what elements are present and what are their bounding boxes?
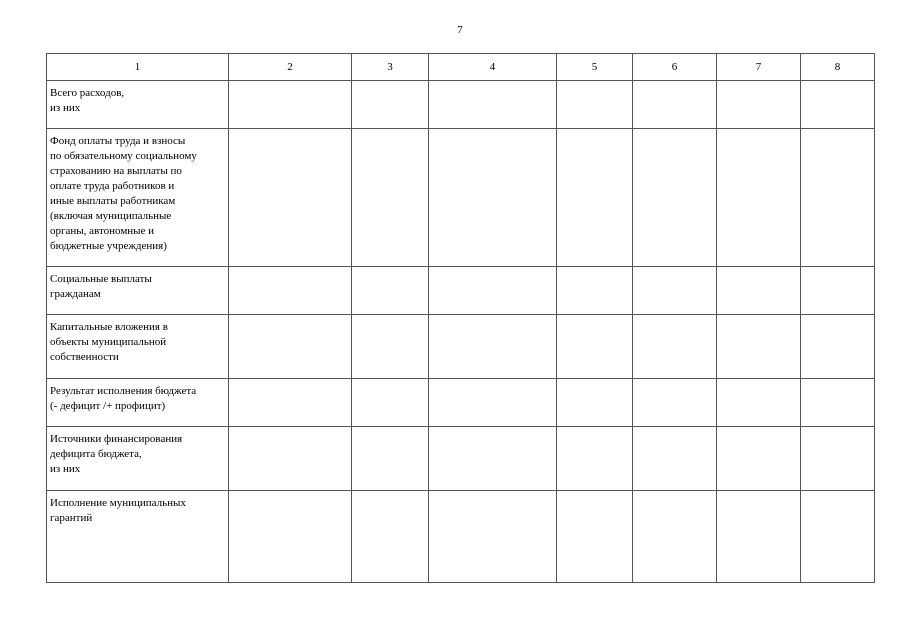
- table-cell[interactable]: [557, 491, 633, 583]
- table-cell[interactable]: [229, 81, 352, 129]
- table-cell[interactable]: [229, 267, 352, 315]
- table-cell[interactable]: [429, 267, 557, 315]
- table-cell[interactable]: [801, 267, 875, 315]
- table-cell[interactable]: [429, 427, 557, 491]
- table-cell[interactable]: [429, 315, 557, 379]
- table-cell[interactable]: [352, 267, 429, 315]
- table-cell[interactable]: [633, 427, 717, 491]
- column-header-6: 6: [633, 54, 717, 81]
- table-cell[interactable]: [229, 315, 352, 379]
- row-label-municipal-guarantees: Исполнение муниципальных гарантий: [47, 491, 229, 583]
- table-cell[interactable]: [429, 379, 557, 427]
- table-cell[interactable]: [557, 315, 633, 379]
- table-row: [47, 491, 875, 583]
- table-cell[interactable]: [229, 427, 352, 491]
- column-header-1: 1: [47, 54, 229, 81]
- table-cell[interactable]: [633, 379, 717, 427]
- row-label-deficit-financing-sources: Источники финансирования дефицита бюджета, из них: [47, 427, 229, 491]
- row-label-capital-investments: Капитальные вложения в объекты муниципальной собственности: [47, 315, 229, 379]
- table-cell[interactable]: [717, 427, 801, 491]
- budget-report-table: [46, 53, 875, 583]
- table-cell[interactable]: [429, 491, 557, 583]
- page-number: 7: [457, 24, 463, 36]
- table-cell[interactable]: [717, 491, 801, 583]
- column-header-8: 8: [801, 54, 875, 81]
- table-cell[interactable]: [633, 129, 717, 267]
- table-cell[interactable]: [557, 379, 633, 427]
- table-cell[interactable]: [352, 491, 429, 583]
- table-cell[interactable]: [801, 315, 875, 379]
- table-cell[interactable]: [717, 379, 801, 427]
- column-header-2: 2: [229, 54, 352, 81]
- table-cell[interactable]: [352, 81, 429, 129]
- table-cell[interactable]: [557, 81, 633, 129]
- table-cell[interactable]: [633, 81, 717, 129]
- table-cell[interactable]: [557, 427, 633, 491]
- table-cell[interactable]: [352, 315, 429, 379]
- row-label-social-payments: Социальные выплаты гражданам: [47, 267, 229, 315]
- table-cell[interactable]: [633, 315, 717, 379]
- table-cell[interactable]: [429, 81, 557, 129]
- column-header-7: 7: [717, 54, 801, 81]
- row-label-total-expenses: Всего расходов, из них: [47, 81, 229, 129]
- column-header-3: 3: [352, 54, 429, 81]
- table-cell[interactable]: [717, 81, 801, 129]
- table-row: [47, 315, 875, 379]
- table-row: [47, 267, 875, 315]
- table-row: [47, 129, 875, 267]
- table-cell[interactable]: [229, 129, 352, 267]
- column-header-4: 4: [429, 54, 557, 81]
- table-cell[interactable]: [557, 129, 633, 267]
- table-cell[interactable]: [717, 129, 801, 267]
- table-header-row: [47, 54, 875, 81]
- table-cell[interactable]: [717, 315, 801, 379]
- table-row: [47, 427, 875, 491]
- table-cell[interactable]: [633, 491, 717, 583]
- table-cell[interactable]: [229, 491, 352, 583]
- table-cell[interactable]: [633, 267, 717, 315]
- table-cell[interactable]: [801, 379, 875, 427]
- column-header-5: 5: [557, 54, 633, 81]
- table-row: [47, 81, 875, 129]
- table-row: [47, 379, 875, 427]
- table-cell[interactable]: [352, 427, 429, 491]
- table-cell[interactable]: [801, 427, 875, 491]
- table-cell[interactable]: [352, 129, 429, 267]
- table-cell[interactable]: [801, 81, 875, 129]
- table-cell[interactable]: [801, 491, 875, 583]
- row-label-budget-result: Результат исполнения бюджета (- дефицит /+ профицит): [47, 379, 229, 427]
- row-label-payroll-fund: Фонд оплаты труда и взносы по обязательному социальному страхованию на выплаты по оплате труда работников и иные выплаты работникам (включая муниципальные органы, автономные и бюджетные учреждения): [47, 129, 229, 267]
- table-cell[interactable]: [229, 379, 352, 427]
- table-cell[interactable]: [352, 379, 429, 427]
- table-cell[interactable]: [717, 267, 801, 315]
- table-cell[interactable]: [557, 267, 633, 315]
- table-cell[interactable]: [801, 129, 875, 267]
- table-cell[interactable]: [429, 129, 557, 267]
